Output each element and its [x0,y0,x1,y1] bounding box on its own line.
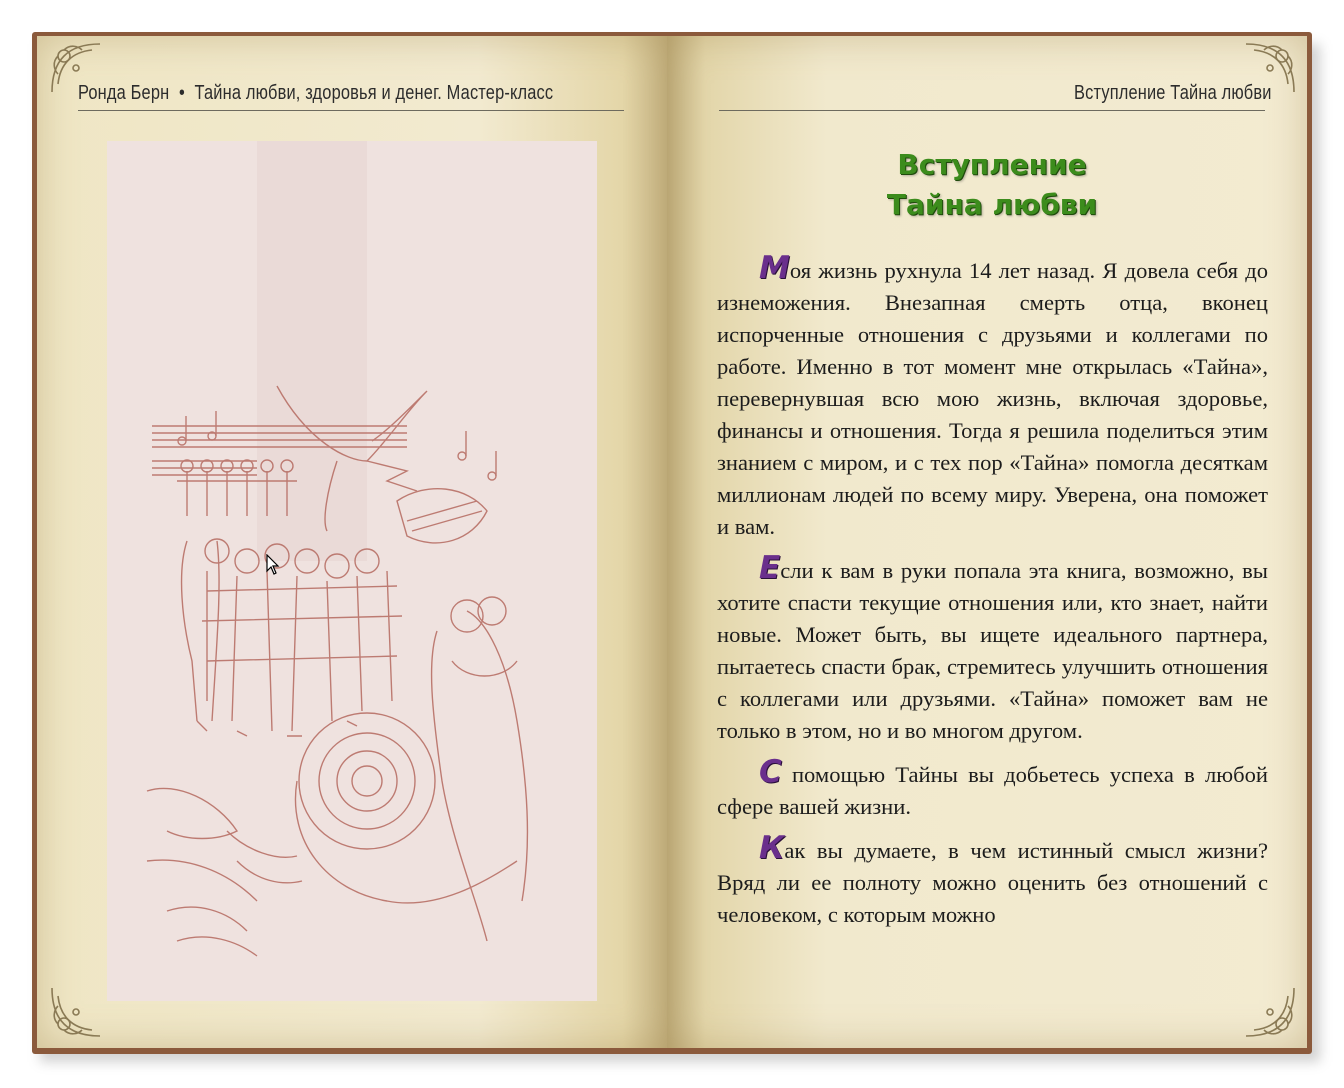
paragraph [717,754,1268,823]
drop-cap: Е [759,550,781,586]
paragraph [717,550,1268,747]
paragraph-text: помощью Тайны вы добьетесь успеха в любой сфере вашей жизни. [717,762,1268,819]
paragraph-text: сли к вам в руки попала эта книга, возможно, вы хотите спасти текущие отношения или, кто знает, найти новые. Может быть, вы ищете идеального партнера, пытаетесь спасти брак, стремитесь улучшить отношения с коллегами или друзьями. «Тайна» поможет вам не только в этом, но и во многом другом. [717,558,1268,743]
paragraph [717,830,1268,931]
drop-cap: С [759,754,782,790]
drop-cap: К [759,830,785,866]
paragraph [717,250,1268,543]
header-rule-left [78,110,624,111]
header-author: Ронда Берн [78,82,170,104]
ornament-icon [48,984,104,1040]
sketch-illustration [107,141,597,1001]
chapter-title-line1: Вступление [897,148,1087,181]
chapter-title-line2: Тайна любви [886,188,1098,221]
header-rule-right [719,110,1265,111]
header-book-title: Тайна любви, здоровья и денег. Мастер-класс [194,82,554,104]
header-separator: • [179,82,185,104]
running-header-left [78,82,553,105]
drop-cap: М [759,250,790,286]
paragraph-text: оя жизнь рухнула 14 лет назад. Я довела себя до изнеможения. Внезапная смерть отца, вконец испорченные отношения с друзьями и коллегами по работе. Именно в тот момент мне открылась «Тайна», перевернувшая всю мою жизнь, включая здоровье, финансы и отношения. Тогда я решила поделиться этим знанием с миром, и с тех пор «Тайна» помогла десяткам миллионам людей по всему миру. Уверена, она поможет и вам. [717,258,1268,539]
running-header-right: Вступление Тайна любви [1074,82,1272,104]
cursor-icon [266,554,280,576]
paragraph-text: ак вы думаете, в чем истинный смысл жизни? Вряд ли ее полноту можно оценить без отношений с человеком, с которым можно [717,838,1268,927]
ornament-icon [1242,984,1298,1040]
chapter-body [717,250,1268,943]
